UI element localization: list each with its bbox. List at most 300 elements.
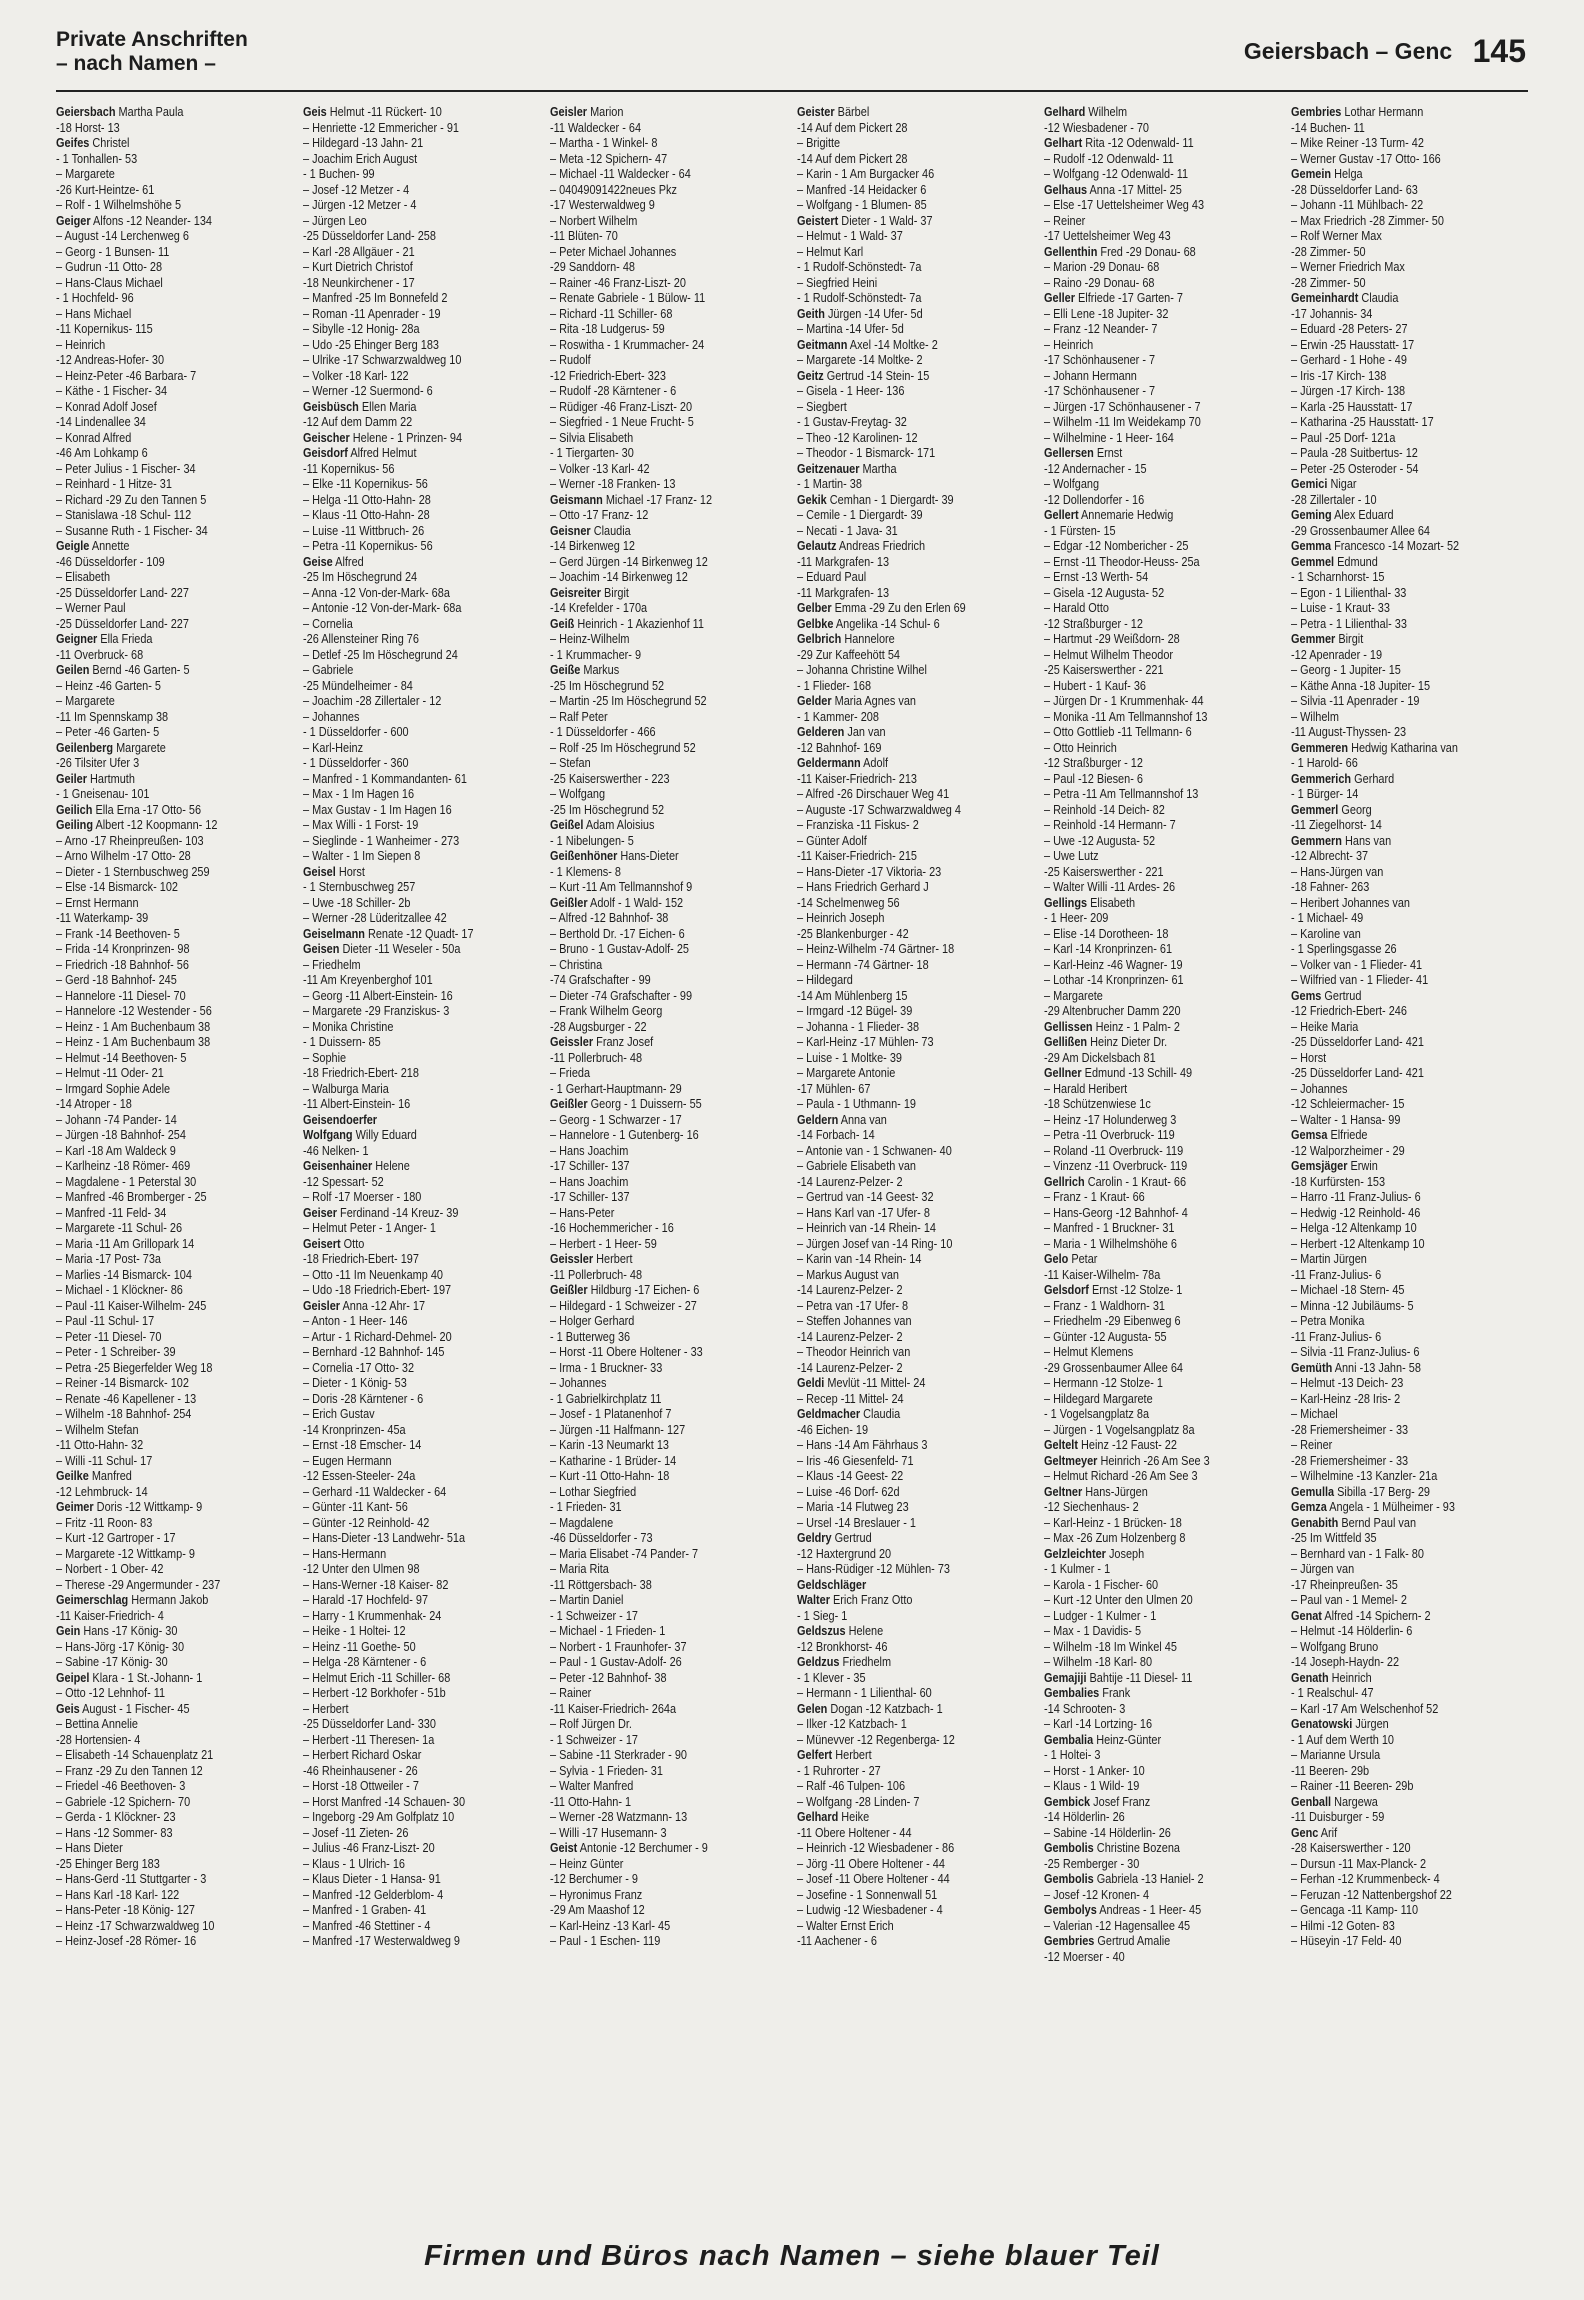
column-1	[56, 104, 293, 2234]
directory-entry: – Maria -14 Flutweg 23	[797, 1499, 909, 1514]
directory-entry: – Ludwig -12 Wiesbadener - 4	[797, 1902, 943, 1917]
directory-entry: – Hildegard -13 Jahn- 21	[303, 135, 424, 150]
directory-entry: -11 Otto-Hahn- 32	[56, 1437, 144, 1452]
directory-entry: – Friedel -46 Beethoven- 3	[56, 1778, 186, 1793]
directory-entry: -25 Ehinger Berg 183	[56, 1855, 160, 1871]
directory-entry: – Klaus - 1 Wild- 19	[1044, 1778, 1140, 1793]
directory-entry: – Petra -11 Overbruck- 119	[1044, 1127, 1175, 1142]
directory-entry: Gelen Dogan -12 Katzbach- 1	[797, 1700, 943, 1716]
directory-entry: – Jürgen -17 Schönhausener - 7	[1044, 398, 1201, 414]
directory-entry: -25 Im Höschegrund 52	[550, 677, 665, 693]
directory-entry: – Gerhard -11 Waldecker - 64	[303, 1483, 447, 1499]
directory-entry: – Dursun -11 Max-Planck- 2	[1291, 1855, 1427, 1871]
directory-entry: -25 Düsseldorfer Land- 421	[1291, 1065, 1424, 1080]
directory-entry: – Else -14 Bismarck- 102	[56, 879, 178, 894]
directory-entry: – Helmut -13 Deich- 23	[1291, 1375, 1404, 1390]
directory-entry: – Erich Gustav	[303, 1406, 375, 1421]
directory-entry: – Rolf Jürgen Dr.	[550, 1716, 632, 1731]
directory-entry: Geisdorf Alfred Helmut	[303, 445, 417, 460]
directory-entry: - 1 Gerhart-Hauptmann- 29	[550, 1080, 682, 1096]
directory-entry: – Eduard Paul	[797, 569, 867, 584]
directory-entry: – Norbert - 1 Ober- 42	[56, 1561, 164, 1576]
directory-entry: – Michael -11 Waldecker - 64	[550, 166, 691, 181]
directory-entry: – Eduard -28 Peters- 27	[1291, 321, 1408, 336]
directory-entry: – Irma - 1 Bruckner- 33	[550, 1359, 663, 1375]
directory-entry: – Heike Maria	[1291, 1018, 1359, 1034]
directory-entry: – Martin -25 Im Höschegrund 52	[550, 693, 707, 708]
directory-entry: -14 Atroper - 18	[56, 1096, 132, 1111]
directory-entry: – Sibylle -12 Honig- 28a	[303, 321, 420, 336]
directory-entry: -26 Allensteiner Ring 76	[303, 631, 419, 646]
directory-entry: Geischer Helene - 1 Prinzen- 94	[303, 429, 463, 445]
directory-entry: -11 Beeren- 29b	[1291, 1762, 1370, 1778]
directory-entry: – Maria - 1 Wilhelmshöhe 6	[1044, 1235, 1177, 1251]
directory-entry: – Gudrun -11 Otto- 28	[56, 259, 163, 274]
directory-entry: – Rolf -25 Im Höschegrund 52	[550, 739, 696, 755]
directory-entry: -11 Kopernikus- 56	[303, 460, 395, 476]
directory-entry: Genatowski Jürgen	[1291, 1716, 1389, 1731]
directory-entry: Walter Erich Franz Otto	[797, 1592, 913, 1607]
directory-entry: - 1 Tiergarten- 30	[550, 445, 634, 460]
directory-entry: – Karin - 1 Am Burgacker 46	[797, 166, 935, 181]
directory-entry: -46 Düsseldorfer - 109	[56, 553, 165, 569]
directory-entry: – Paula -28 Suitbertus- 12	[1291, 445, 1418, 460]
directory-entry: – Hans-Rüdiger -12 Mühlen- 73	[797, 1561, 950, 1576]
directory-entry: – Frida -14 Kronprinzen- 98	[56, 941, 190, 956]
directory-entry: – Wilhelm -18 Im Winkel 45	[1044, 1638, 1177, 1654]
directory-entry: – Petra - 1 Lilienthal- 33	[1291, 615, 1407, 631]
directory-entry: -46 Eichen- 19	[797, 1421, 869, 1437]
directory-entry: -25 Düsseldorfer Land- 227	[56, 584, 189, 600]
directory-entry: Geldry Gertrud	[797, 1530, 872, 1545]
directory-entry: – Heinrich -12 Wiesbadener - 86	[797, 1840, 955, 1855]
directory-entry: Gembries Gertrud Amalie	[1044, 1933, 1171, 1948]
directory-entry: – Rainer -11 Beeren- 29b	[1291, 1778, 1414, 1793]
directory-entry: – Dieter - 1 Sternbuschweg 259	[56, 863, 210, 879]
directory-entry: – Gertrud van -14 Geest- 32	[797, 1189, 934, 1204]
directory-entry: – Hartmut -29 Weißdorn- 28	[1044, 631, 1180, 646]
directory-entry: – Karl-Heinz	[303, 739, 364, 755]
directory-entry: – Irmgard Sophie Adele	[56, 1080, 171, 1096]
directory-entry: - 1 Klever - 35	[797, 1669, 866, 1685]
directory-entry: – Theo -12 Karolinen- 12	[797, 429, 918, 445]
directory-entry: Gellert Annemarie Hedwig	[1044, 507, 1174, 522]
directory-entry: – Paul -12 Biesen- 6	[1044, 770, 1143, 786]
directory-entry: Gelo Petar	[1044, 1251, 1098, 1266]
directory-entry: – Hans Karl van -17 Ufer- 8	[797, 1204, 930, 1220]
directory-entry: – Michael - 1 Frieden- 1	[550, 1623, 666, 1638]
directory-entry: Gemmern Hans van	[1291, 832, 1392, 848]
directory-entry: Geller Elfriede -17 Garten- 7	[1044, 290, 1184, 305]
directory-entry: – August -14 Lerchenweg 6	[56, 228, 189, 243]
directory-entry: Gemmerich Gerhard	[1291, 770, 1395, 786]
directory-entry: Gembick Josef Franz	[1044, 1793, 1151, 1809]
directory-entry: – Karin -13 Neumarkt 13	[550, 1437, 669, 1452]
directory-entry: Gembolis Gabriela -13 Haniel- 2	[1044, 1871, 1204, 1886]
directory-entry: – Iris -46 Giesenfeld- 71	[797, 1452, 914, 1468]
section-heading	[56, 28, 248, 76]
directory-entry: – Kurt -12 Gartroper - 17	[56, 1530, 176, 1545]
directory-entry: Geilich Ella Erna -17 Otto- 56	[56, 801, 202, 817]
directory-entry: Geiger Alfons -12 Neander- 134	[56, 212, 213, 228]
directory-entry: – Josef -12 Metzer - 4	[303, 181, 410, 197]
directory-entry: -18 Friedrich-Ebert- 197	[303, 1251, 419, 1266]
directory-entry: – Sieglinde - 1 Wanheimer - 273	[303, 832, 460, 848]
directory-entry: – Wilhelmine - 1 Heer- 164	[1044, 429, 1174, 445]
footer-note: Firmen und Büros nach Namen – siehe blauer Teil	[424, 2240, 1160, 2272]
directory-entry: - 1 Flieder- 168	[797, 677, 872, 693]
directory-entry: -14 Hölderlin- 26	[1044, 1809, 1125, 1824]
directory-entry: -25 Blankenburger - 42	[797, 925, 909, 941]
directory-entry: -28 Hortensien- 4	[56, 1731, 141, 1747]
directory-entry: – Günter -12 Augusta- 55	[1044, 1328, 1167, 1344]
directory-entry: – Heinz Günter	[550, 1855, 624, 1871]
directory-entry: – Josef -12 Kronen- 4	[1044, 1886, 1150, 1902]
directory-entry: – Karl-Heinz -13 Karl- 45	[550, 1917, 671, 1933]
directory-entry: - 1 Vogelsangplatz 8a	[1044, 1406, 1150, 1421]
directory-entry: – Arno -17 Rheinpreußen- 103	[56, 832, 204, 848]
directory-entry: Gelhart Rita -12 Odenwald- 11	[1044, 135, 1194, 150]
directory-entry: – Peter -25 Osteroder - 54	[1291, 460, 1419, 476]
directory-entry: – Gerd Jürgen -14 Birkenweg 12	[550, 553, 708, 569]
directory-entry: – Volker -13 Karl- 42	[550, 460, 650, 476]
directory-entry: - 1 Gustav-Freytag- 32	[797, 414, 907, 429]
directory-entry: – Hildegard Margarete	[1044, 1390, 1153, 1406]
directory-entry: – Jürgen - 1 Vogelsangplatz 8a	[1044, 1421, 1195, 1437]
directory-entry: – Wilfried van - 1 Flieder- 41	[1291, 972, 1429, 987]
directory-entry: – Therese -29 Angermunder - 237	[56, 1576, 221, 1592]
directory-entry: – Wilhelm	[1291, 708, 1339, 724]
directory-entry: – Jürgen -12 Metzer - 4	[303, 197, 417, 212]
directory-entry: – Raino -29 Donau- 68	[1044, 274, 1155, 290]
directory-entry: -25 Im Höschegrund 52	[550, 801, 665, 817]
directory-entry: -28 Kaiserswerther - 120	[1291, 1840, 1411, 1855]
directory-entry: – Ernst -13 Werth- 54	[1044, 569, 1149, 584]
directory-entry: – Heinz -17 Schwarzwaldweg 10	[56, 1917, 215, 1933]
directory-entry: – Luise -46 Dorf- 62d	[797, 1483, 900, 1499]
directory-entry: – Erwin -25 Hausstatt- 17	[1291, 336, 1415, 352]
directory-entry: Geldern Anna van	[797, 1111, 887, 1127]
directory-entry: – Margarete	[56, 166, 115, 181]
directory-entry: -46 Düsseldorfer - 73	[550, 1530, 653, 1545]
directory-entry: Gelautz Andreas Friedrich	[797, 538, 926, 553]
directory-entry: -28 Augsburger - 22	[550, 1018, 647, 1034]
directory-entry: – Paul -11 Kaiser-Wilhelm- 245	[56, 1297, 207, 1313]
directory-entry: -14 Auf dem Pickert 28	[797, 119, 908, 135]
directory-entry: Geldmacher Claudia	[797, 1406, 901, 1421]
directory-entry: – Willi -11 Schul- 17	[56, 1452, 153, 1468]
directory-entry: – Otto -11 Im Neuenkamp 40	[303, 1266, 444, 1282]
directory-entry: – Hans-Claus Michael	[56, 274, 163, 290]
directory-entry: Gelbrich Hannelore	[797, 631, 895, 646]
directory-entry: – Karl -14 Kronprinzen- 61	[1044, 941, 1173, 956]
directory-entry: -28 Zimmer- 50	[1291, 274, 1366, 290]
directory-entry: -18 Fahner- 263	[1291, 879, 1370, 894]
directory-entry: - 1 Frieden- 31	[550, 1499, 622, 1514]
directory-entry: – Ursel -14 Breslauer - 1	[797, 1514, 916, 1530]
directory-entry: - 1 Sternbuschweg 257	[303, 879, 416, 894]
directory-entry: – Hermann -74 Gärtner- 18	[797, 956, 929, 972]
directory-entry: – Hans-Gerd -11 Stuttgarter - 3	[56, 1871, 207, 1886]
directory-entry: -28 Friemersheimer - 33	[1291, 1421, 1409, 1437]
directory-entry: – Werner Gustav -17 Otto- 166	[1291, 150, 1441, 166]
directory-entry: Gelfert Herbert	[797, 1747, 872, 1762]
directory-entry: – Elise -14 Dorotheen- 18	[1044, 925, 1169, 941]
directory-entry: -12 Unter den Ulmen 98	[303, 1561, 420, 1576]
directory-entry: Geifes Christel	[56, 135, 130, 150]
directory-entry: – Eugen Hermann	[303, 1452, 392, 1468]
directory-entry: – Hans-Dieter -17 Viktoria- 23	[797, 863, 942, 879]
directory-entry: -12 Spessart- 52	[303, 1173, 384, 1189]
directory-entry: – Heinz-Peter -46 Barbara- 7	[56, 367, 197, 383]
directory-entry: – Margarete	[56, 693, 115, 708]
directory-entry: Geissler Franz Josef	[550, 1034, 654, 1049]
directory-entry: – Otto Heinrich	[1044, 739, 1117, 755]
directory-entry: - 1 Düsseldorfer - 360	[303, 755, 409, 770]
directory-entry: Gembalies Frank	[1044, 1685, 1131, 1700]
directory-entry: – Konrad Alfred	[56, 429, 132, 445]
directory-entry: – Hans -14 Am Fährhaus 3	[797, 1437, 928, 1452]
directory-entry: - 1 Harold- 66	[1291, 755, 1358, 770]
directory-entry: – Heinrich	[1044, 336, 1094, 352]
directory-entry: -11 Kaiser-Wilhelm- 78a	[1044, 1266, 1161, 1282]
directory-entry: – Fritz -11 Roon- 83	[56, 1514, 153, 1530]
directory-entry: – Heinz-Wilhelm	[550, 631, 630, 646]
directory-entry: – Johannes	[1291, 1080, 1348, 1096]
directory-entry: - 1 Rudolf-Schönstedt- 7a	[797, 259, 922, 274]
directory-entry: – Helmut -14 Beethoven- 5	[56, 1049, 187, 1065]
directory-entry: -14 Laurenz-Pelzer- 2	[797, 1282, 903, 1297]
column-4	[797, 104, 1034, 2234]
directory-entry: – Sylvia - 1 Frieden- 31	[550, 1762, 663, 1778]
directory-entry: – Josefine - 1 Sonnenwall 51	[797, 1886, 938, 1902]
directory-entry: – Manfred -17 Westerwaldweg 9	[303, 1933, 461, 1948]
directory-entry: -25 Remberger - 30	[1044, 1855, 1140, 1871]
directory-entry: -12 Andernacher - 15	[1044, 460, 1147, 476]
directory-entry: Gemajiji Bahtije -11 Diesel- 11	[1044, 1669, 1193, 1685]
directory-entry: Gemulla Sibilla -17 Berg- 29	[1291, 1483, 1430, 1499]
directory-entry: – Stefan	[550, 755, 591, 770]
directory-entry: - 1 Schweizer - 17	[550, 1731, 639, 1747]
directory-entry: – Rolf - 1 Wilhelmshöhe 5	[56, 197, 182, 212]
directory-entry: – Heinz -17 Holunderweg 3	[1044, 1111, 1177, 1127]
directory-entry: – Richard -29 Zu den Tannen 5	[56, 491, 207, 507]
directory-entry: – Peter - 1 Schreiber- 39	[56, 1344, 176, 1359]
directory-entry: - 1 Auf dem Werth 10	[1291, 1731, 1394, 1747]
directory-entry: – Hedwig -12 Reinhold- 46	[1291, 1204, 1421, 1220]
directory-entry: Geißel Adam Aloisius	[550, 817, 655, 832]
directory-entry: – Herbert -12 Altenkamp 10	[1291, 1235, 1425, 1251]
directory-entry: – Kurt -11 Am Tellmannshof 9	[550, 879, 693, 894]
directory-entry: – Sabine -14 Hölderlin- 26	[1044, 1824, 1171, 1840]
directory-entry: – Johanna - 1 Flieder- 38	[797, 1018, 920, 1034]
directory-entry: Geisen Dieter -11 Weseler - 50a	[303, 941, 461, 956]
directory-entry: – Werner -18 Franken- 13	[550, 476, 676, 491]
directory-entry: Geimerschlag Hermann Jakob	[56, 1592, 209, 1607]
directory-entry: - 1 Buchen- 99	[303, 166, 375, 181]
directory-entry: – Helmut -11 Oder- 21	[56, 1065, 164, 1080]
directory-entry: – Ralf -46 Tulpen- 106	[797, 1778, 906, 1793]
directory-entry: -11 Ziegelhorst- 14	[1291, 817, 1382, 832]
directory-entry: -29 Sanddorn- 48	[550, 259, 635, 274]
directory-entry: – Manfred -12 Gelderblom- 4	[303, 1886, 444, 1902]
directory-entry: Geißler Adolf - 1 Wald- 152	[550, 894, 684, 910]
directory-entry: – Rainer	[550, 1685, 592, 1700]
directory-entry: – Käthe Anna -18 Jupiter- 15	[1291, 677, 1431, 693]
directory-entry: – Christina	[550, 956, 603, 972]
directory-entry: – Helmut Karl	[797, 243, 864, 259]
directory-entry: – Hans Joachim	[550, 1173, 629, 1189]
directory-entry: Geipel Klara - 1 St.-Johann- 1	[56, 1669, 203, 1685]
directory-entry: – Maria -11 Am Grillopark 14	[56, 1235, 195, 1251]
directory-entry: – Luise - 1 Moltke- 39	[797, 1049, 903, 1065]
directory-entry: -25 Kaiserswerther - 221	[1044, 863, 1164, 879]
directory-entry: – Dieter -74 Grafschafter - 99	[550, 987, 693, 1003]
directory-entry: Gemmel Edmund	[1291, 553, 1378, 569]
directory-entry: - 1 Fürsten- 15	[1044, 522, 1116, 538]
directory-entry: – Hans-Hermann	[303, 1545, 387, 1561]
directory-entry: - 1 Holtei- 3	[1044, 1747, 1101, 1762]
directory-entry: – Lothar Siegfried	[550, 1483, 637, 1499]
directory-entry: -14 Laurenz-Pelzer- 2	[797, 1173, 903, 1189]
directory-entry: – Stanislawa -18 Schul- 112	[56, 507, 192, 522]
column-5	[1044, 104, 1281, 2234]
page-header-right	[1244, 30, 1526, 67]
directory-entry: – Wolfgang - 1 Blumen- 85	[797, 197, 927, 212]
directory-entry: – Rudolf -12 Odenwald- 11	[1044, 150, 1174, 166]
directory-entry: – Horst	[1291, 1049, 1327, 1065]
directory-entry: – Helmut Erich -11 Schiller- 68	[303, 1669, 451, 1685]
directory-entry: Geisner Claudia	[550, 522, 631, 538]
directory-entry: – Renate -46 Kapellener - 13	[56, 1390, 197, 1406]
directory-entry: Gemsjäger Erwin	[1291, 1158, 1378, 1173]
directory-entry: – Minna -12 Jubiläums- 5	[1291, 1297, 1414, 1313]
directory-entry: – Susanne Ruth - 1 Fischer- 34	[56, 522, 208, 538]
directory-entry: – Hannelore -11 Diesel- 70	[56, 987, 186, 1003]
directory-entry: -18 Schützenwiese 1c	[1044, 1096, 1151, 1111]
directory-entry: -11 Kaiser-Friedrich- 215	[797, 848, 917, 863]
directory-entry: Genc Arif	[1291, 1824, 1338, 1840]
directory-entry: – Ernst Hermann	[56, 894, 139, 910]
directory-entry: – Hilmi -12 Goten- 83	[1291, 1917, 1395, 1933]
directory-entry: – Gerd -18 Bahnhof- 245	[56, 972, 177, 987]
directory-entry: Gelber Emma -29 Zu den Erlen 69	[797, 600, 966, 615]
directory-entry: – Peter -12 Bahnhof- 38	[550, 1669, 667, 1685]
directory-entry: -11 Kaiser-Friedrich- 213	[797, 770, 917, 786]
directory-entry: Gelhard Heike	[797, 1809, 870, 1824]
directory-entry: – Elke -11 Kopernikus- 56	[303, 476, 428, 491]
directory-entry: – Josef -11 Zieten- 26	[303, 1824, 409, 1840]
directory-entry: – Jörg -11 Obere Holtener - 44	[797, 1855, 945, 1871]
directory-entry: – Karoline van	[1291, 925, 1361, 941]
directory-entry: – Elli Lene -18 Jupiter- 32	[1044, 305, 1169, 321]
directory-entry: -18 Horst- 13	[56, 119, 120, 135]
directory-entry: -11 Pollerbruch- 48	[550, 1266, 643, 1282]
directory-entry: Gellissen Heinz - 1 Palm- 2	[1044, 1018, 1180, 1034]
directory-entry: – Silvia Elisabeth	[550, 429, 634, 445]
directory-entry: – Wilhelmine -13 Kanzler- 21a	[1291, 1468, 1438, 1483]
directory-entry: - 1 Martin- 38	[797, 476, 862, 491]
directory-entry: Geismann Michael -17 Franz- 12	[550, 491, 713, 507]
directory-entry: - 1 Gabrielkirchplatz 11	[550, 1390, 662, 1406]
directory-entry: – Walter Ernst Erich	[797, 1917, 894, 1933]
directory-entry: – Ingeborg -29 Am Golfplatz 10	[303, 1809, 455, 1824]
directory-entry: Gelder Maria Agnes van	[797, 693, 916, 708]
directory-entry: – Manfred - 1 Graben- 41	[303, 1902, 427, 1917]
directory-entry: – Kurt Dietrich Christof	[303, 259, 413, 274]
directory-entry: – Silvia -11 Franz-Julius- 6	[1291, 1344, 1420, 1359]
directory-entry: – Ludger - 1 Kulmer - 1	[1044, 1607, 1157, 1623]
directory-entry: – Siegbert	[797, 398, 847, 414]
directory-entry: -17 Westerwaldweg 9	[550, 197, 655, 212]
directory-entry: -28 Zimmer- 50	[1291, 243, 1366, 259]
directory-entry: – Julius -46 Franz-Liszt- 20	[303, 1840, 435, 1855]
directory-entry: Gemma Francesco -14 Mozart- 52	[1291, 538, 1460, 553]
directory-entry: – Johann Hermann	[1044, 367, 1137, 383]
section-heading-line1: Private Anschriften	[56, 28, 248, 51]
directory-entry: Geitzenauer Martha	[797, 460, 897, 476]
directory-entry: Gemmer Birgit	[1291, 631, 1364, 646]
directory-entry: – Max - 1 Im Hagen 16	[303, 786, 415, 801]
directory-entry: – Magdalene	[550, 1514, 614, 1530]
directory-entry: – Ralf Peter	[550, 708, 608, 724]
directory-entry: – Elisabeth -14 Schauenplatz 21	[56, 1747, 214, 1762]
directory-entry: – Franziska -11 Fiskus- 2	[797, 817, 919, 832]
directory-entry: – Volker van - 1 Flieder- 41	[1291, 956, 1423, 972]
directory-entry: – Max -26 Zum Holzenberg 8	[1044, 1530, 1186, 1545]
directory-entry: – Hyronimus Franz	[550, 1886, 643, 1902]
directory-entry: – Berthold Dr. -17 Eichen- 6	[550, 925, 685, 941]
directory-entry: – Ernst -18 Emscher- 14	[303, 1437, 422, 1452]
directory-entry: – Kurt -11 Otto-Hahn- 18	[550, 1468, 670, 1483]
directory-entry: – Wilhelm -18 Bahnhof- 254	[56, 1406, 192, 1421]
directory-entry: -12 Friedrich-Ebert- 323	[550, 367, 666, 383]
directory-entry: Gemüth Anni -13 Jahn- 58	[1291, 1359, 1421, 1375]
directory-entry: Geist Antonie -12 Berchumer - 9	[550, 1840, 708, 1855]
directory-entry: – Maria Rita	[550, 1561, 609, 1576]
directory-entry: -14 Laurenz-Pelzer- 2	[797, 1359, 903, 1375]
directory-entry: Gelbke Angelika -14 Schul- 6	[797, 615, 940, 631]
directory-entry: – Harald Heribert	[1044, 1080, 1128, 1096]
directory-entry: -14 Lindenallee 34	[56, 414, 146, 429]
directory-entry: -14 Kronprinzen- 45a	[303, 1421, 406, 1437]
directory-entry: – Petra -11 Am Tellmannshof 13	[1044, 786, 1199, 801]
directory-entry: Geilke Manfred	[56, 1468, 132, 1483]
directory-entry: – Hildegard - 1 Schweizer - 27	[550, 1297, 697, 1313]
directory-entry: -11 Kaiser-Friedrich- 264a	[550, 1700, 677, 1716]
directory-entry: – Günter -11 Kant- 56	[303, 1499, 408, 1514]
directory-entry: – Marlies -14 Bismarck- 104	[56, 1266, 192, 1282]
directory-entry: – Harro -11 Franz-Julius- 6	[1291, 1189, 1421, 1204]
directory-entry: Geming Alex Eduard	[1291, 507, 1394, 522]
directory-entry: – Margarete Antonie	[797, 1065, 896, 1080]
directory-entry: – Helmut Wilhelm Theodor	[1044, 646, 1174, 662]
directory-entry: - 1 Bürger- 14	[1291, 786, 1359, 801]
directory-entry: -12 Bahnhof- 169	[797, 739, 882, 755]
directory-entry: – Max Gustav - 1 Im Hagen 16	[303, 801, 452, 817]
directory-entry: – Theodor - 1 Bismarck- 171	[797, 445, 936, 460]
directory-entry: – Klaus - 1 Ulrich- 16	[303, 1855, 405, 1871]
directory-entry: Gellings Elisabeth	[1044, 894, 1136, 910]
directory-entry: -12 Bronkhorst- 46	[797, 1638, 888, 1654]
directory-entry: – Heinz -46 Garten- 5	[56, 677, 162, 693]
directory-entry: – Reinhold -14 Hermann- 7	[1044, 817, 1176, 832]
directory-entry: - 1 Sieg- 1	[797, 1607, 848, 1623]
directory-entry: – Cornelia	[303, 615, 353, 631]
directory-entry: – Johannes	[303, 708, 360, 724]
directory-entry: -26 Kurt-Heintze- 61	[56, 181, 155, 197]
directory-entry: – Peter Michael Johannes	[550, 243, 677, 259]
